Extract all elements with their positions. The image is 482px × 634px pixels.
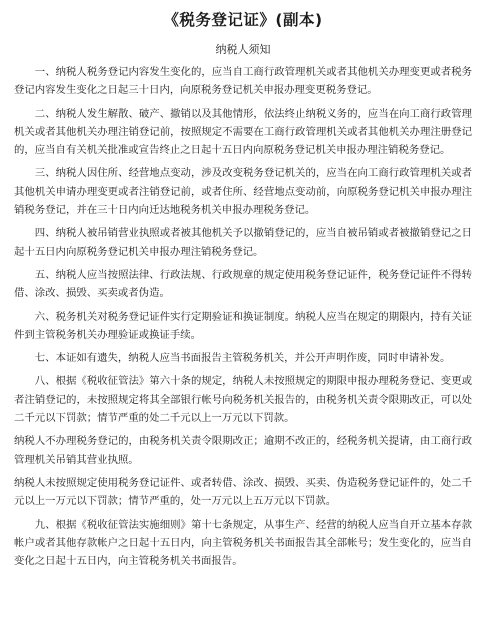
notice-paragraph-8-clause-b: 纳税人未按照规定使用税务登记证件、或者转借、涂改、损毁、买卖、伪造税务登记证件的，处二千元以上一万元以下罚款；情节严重的，处一万元以上五万元以下罚款。 — [14, 476, 472, 508]
notice-paragraph-8: 八、根据《税收征管法》第六十条的规定，纳税人未按照规定的期限申报办理税务登记、变更或者注销登记的，未按照规定将其全部银行帐号向税务机关报告的，由税务机关责令限期改正，可以处二千元以下罚款；情节严重的处二千元以上一万元以下罚款。 — [14, 375, 472, 425]
notice-paragraph-4: 四、纳税人被吊销营业执照或者被其他机关予以撤销登记的，应当自被吊销或者被撤销登记之日起十五日内向原税务登记机关申报办理注销税务登记。 — [14, 227, 472, 258]
document-subtitle: 纳税人须知 — [215, 43, 271, 56]
notice-paragraph-8-clause-a: 纳税人不办理税务登记的，由税务机关责令限期改正；逾期不改正的，经税务机关提请，由工商行政管理机关吊销其营业执照。 — [14, 435, 472, 466]
notice-paragraph-9: 九、根据《税收征管法实施细则》第十七条规定，从事生产、经营的纳税人应当自开立基本存款帐户或者其他存款帐户之日起十五日内，向主管税务机关书面报告其全部帐号；发生变化的，应当自变化之日起十五日内，向主管税务机关书面报告。 — [14, 518, 472, 568]
notice-paragraph-7: 七、本证如有遗失，纳税人应当书面报告主管税务机关，并公开声明作废，同时申请补发。 — [34, 352, 451, 365]
notice-paragraph-2: 二、纳税人发生解散、破产、撤销以及其他情形，依法终止纳税义务的，应当在向工商行政管理机关或者其他机关办理注销登记前，按照规定不需要在工商行政管理机关或者其他机关办理注册登记的，应当自有关机关批准或宣告终止之日起十五日内向原税务登记机关申报办理注销税务登记。 — [14, 107, 472, 157]
notice-paragraph-3: 三、纳税人因住所、经营地点变动，涉及改变税务登记机关的，应当在向工商行政管理机关或者其他机关申请办理变更或者注销登记前，或者住所、经营地点变动前，向原税务登记机关申报办理注销税务登记，并在三十日内向迁达地税务机关申报办理税务登记。 — [14, 167, 472, 217]
notice-paragraph-1: 一、纳税人税务登记内容发生变化的，应当自工商行政管理机关或者其他机关办理变更或者税务登记内容发生变化之日起三十日内，向原税务登记机关申报办理变更税务登记。 — [14, 66, 472, 97]
notice-paragraph-5: 五、纳税人应当按照法律、行政法规、行政规章的规定使用税务登记证件，税务登记证件不得转借、涂改、损毁、买卖或者伪造。 — [14, 268, 472, 300]
notice-paragraph-6: 六、税务机关对税务登记证件实行定期验证和换证制度。纳税人应当在规定的期限内，持有关证件到主管税务机关办理验证或换证手续。 — [14, 310, 472, 341]
document-title: 《税务登记证》(副本) — [163, 11, 323, 29]
